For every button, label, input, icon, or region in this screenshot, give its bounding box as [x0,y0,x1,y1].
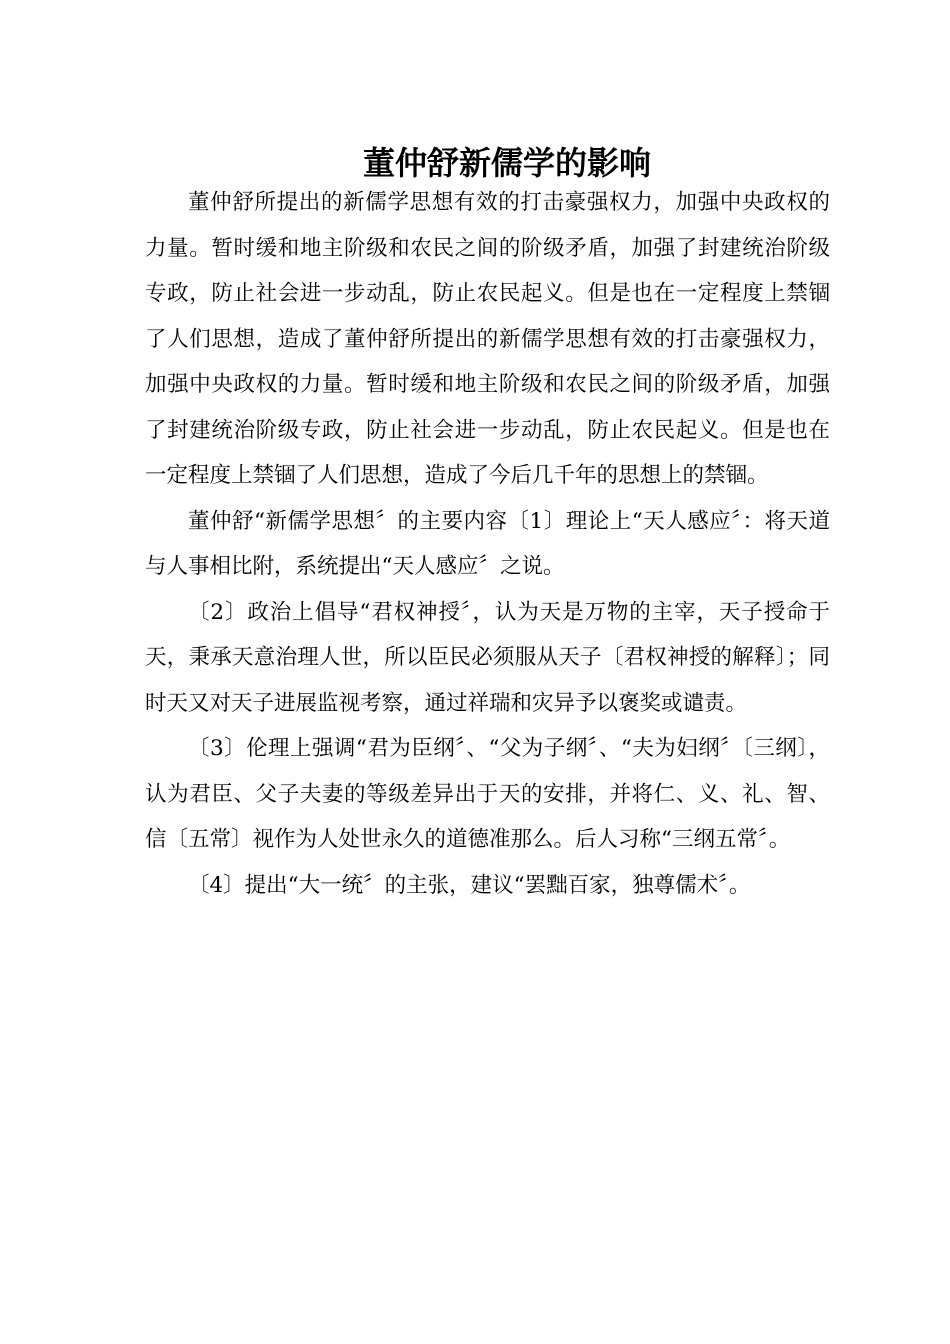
paragraph-unification: 〔4〕提出“大一统〞的主张，建议“罢黜百家，独尊儒术〞。 [188,872,751,898]
paragraph-theory: 董仲舒“新儒学思想〞的主要内容〔1〕理论上“天人感应〞：将天道与人事相比附，系统提出“天人感应〞之说。 [145,508,830,579]
document-title: 董仲舒新儒学的影响 [362,144,651,183]
document-body [145,180,830,908]
paragraph-politics: 〔2〕政治上倡导“君权神授〞，认为天是万物的主宰，天子授命于天，秉承天意治理人世，所以臣民必须服从天子〔君权神授的解释〕；同时天又对天子进展监视考察，通过祥瑞和灾异予以褒奖或谴责。 [145,599,830,716]
paragraph-intro: 董仲舒所提出的新儒学思想有效的打击豪强权力，加强中央政权的力量。暂时缓和地主阶级和农民之间的阶级矛盾，加强了封建统治阶级专政，防止社会进一步动乱，防止农民起义。但是也在一定程度上禁锢了人们思想，造成了董仲舒所提出的新儒学思想有效的打击豪强权力，加强中央政权的力量。暂时缓和地主阶级和农民之间的阶级矛盾，加强了封建统治阶级专政，防止社会进一步动乱，防止农民起义。但是也在一定程度上禁锢了人们思想，造成了今后几千年的思想上的禁锢。 [145,190,830,488]
paragraph-ethics: 〔3〕伦理上强调“君为臣纲〞、“父为子纲〞、“夫为妇纲〞〔三纲〕，认为君臣、父子夫妻的等级差异出于天的安排，并将仁、义、礼、智、信〔五常〕视作为人处世永久的道德准那么。后人习称“三纲五常〞。 [145,736,830,852]
